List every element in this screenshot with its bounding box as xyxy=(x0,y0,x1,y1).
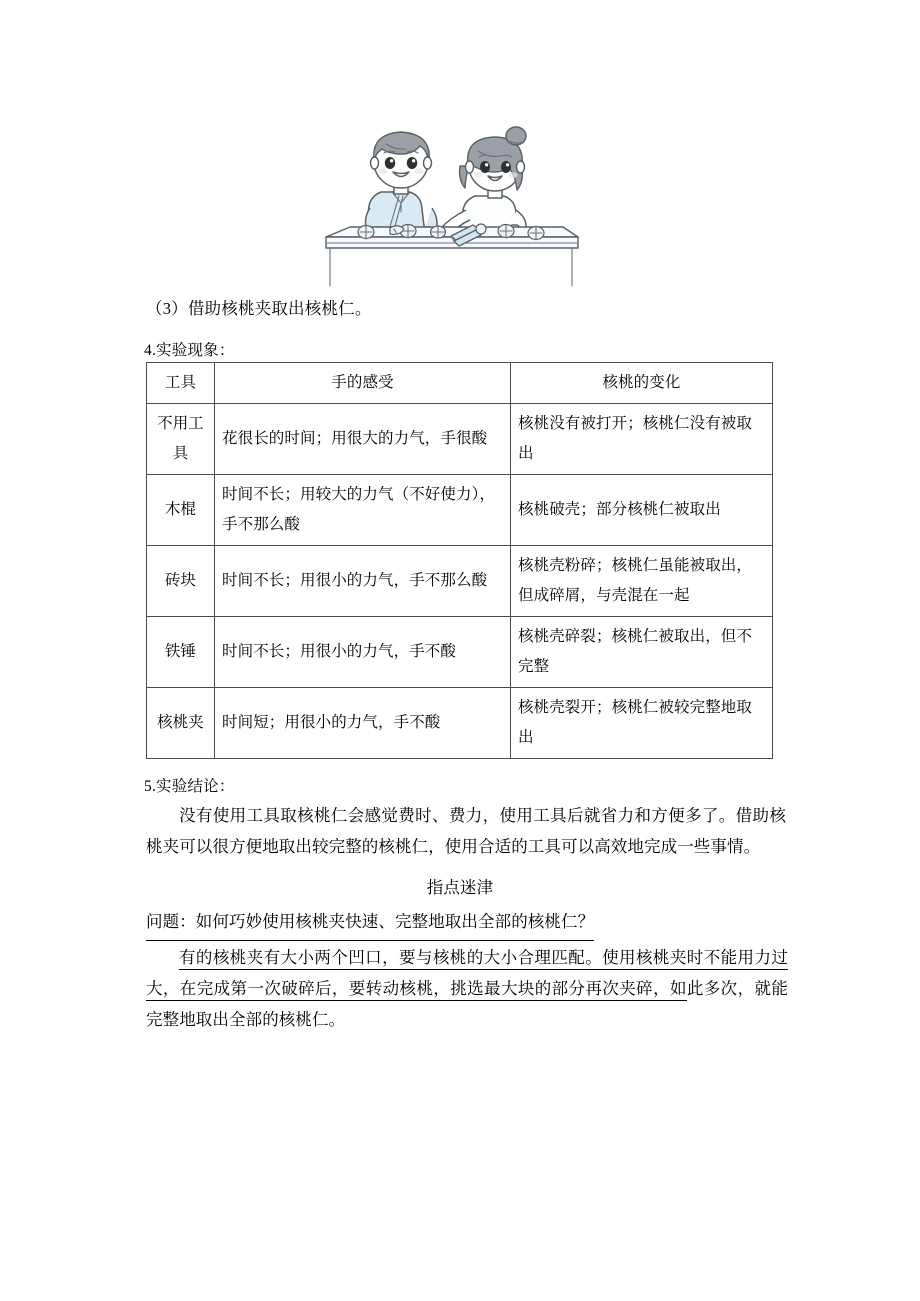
cell-feeling: 花很长的时间；用很大的力气，手很酸 xyxy=(215,404,511,475)
cell-feeling: 时间不长；用较大的力气（不好使力），手不那么酸 xyxy=(215,475,511,546)
table-header-row xyxy=(147,363,773,404)
step-3-text: （3）借助核桃夹取出核桃仁。 xyxy=(146,299,372,318)
answer-paragraph xyxy=(146,942,788,1035)
question-text: 问题：如何巧妙使用核桃夹快速、完整地取出全部的核桃仁？ xyxy=(146,906,594,941)
table-row xyxy=(147,475,773,546)
conclusion-paragraph: 没有使用工具取核桃仁会感觉费时、费力，使用工具后就省力和方便多了。借助核桃夹可以很方便地取出较完整的核桃仁，使用合适的工具可以高效地完成一些事情。 xyxy=(146,806,786,856)
cell-change: 核桃没有被打开；核桃仁没有被取出 xyxy=(511,404,773,475)
answer-plain-part: 此多次，就能完整地取出全部的核桃仁。 xyxy=(146,979,788,1029)
experiment-results-table xyxy=(146,362,773,759)
section-4-heading: 4.实验现象： xyxy=(144,342,235,359)
cell-change: 核桃壳裂开；核桃仁被较完整地取出 xyxy=(511,688,773,759)
cell-feeling: 时间不长；用很小的力气，手不那么酸 xyxy=(215,546,511,617)
table-row xyxy=(147,546,773,617)
column-header-change: 核桃的变化 xyxy=(511,363,773,404)
table-row xyxy=(147,617,773,688)
column-header-feeling: 手的感受 xyxy=(215,363,511,404)
tips-section-heading: 指点迷津 xyxy=(426,878,494,897)
cell-tool: 不用工具 xyxy=(147,404,215,475)
column-header-tool: 工具 xyxy=(147,363,215,404)
cell-tool: 砖块 xyxy=(147,546,215,617)
section-5-heading: 5.实验结论： xyxy=(144,778,235,795)
table-row xyxy=(147,688,773,759)
cell-tool: 木棍 xyxy=(147,475,215,546)
cell-change: 核桃壳碎裂；核桃仁被取出，但不完整 xyxy=(511,617,773,688)
cell-tool: 核桃夹 xyxy=(147,688,215,759)
cell-change: 核桃壳粉碎；核桃仁虽能被取出，但成碎屑，与壳混在一起 xyxy=(511,546,773,617)
cell-feeling: 时间短；用很小的力气，手不酸 xyxy=(215,688,511,759)
cell-change: 核桃破壳；部分核桃仁被取出 xyxy=(511,475,773,546)
answer-underlined-part: 有的核桃夹有大小两个凹口，要与核桃的大小合理匹配。使用核桃夹时不能用力过大，在完成第一次破碎后，要转动核桃，挑选最大块的部分再次夹碎，如 xyxy=(146,948,788,1001)
cell-feeling: 时间不长；用很小的力气，手不酸 xyxy=(215,617,511,688)
illustration-svg xyxy=(320,96,582,288)
cell-tool: 铁锤 xyxy=(147,617,215,688)
table-row xyxy=(147,404,773,475)
illustration-two-children-cracking-walnuts xyxy=(320,96,582,288)
